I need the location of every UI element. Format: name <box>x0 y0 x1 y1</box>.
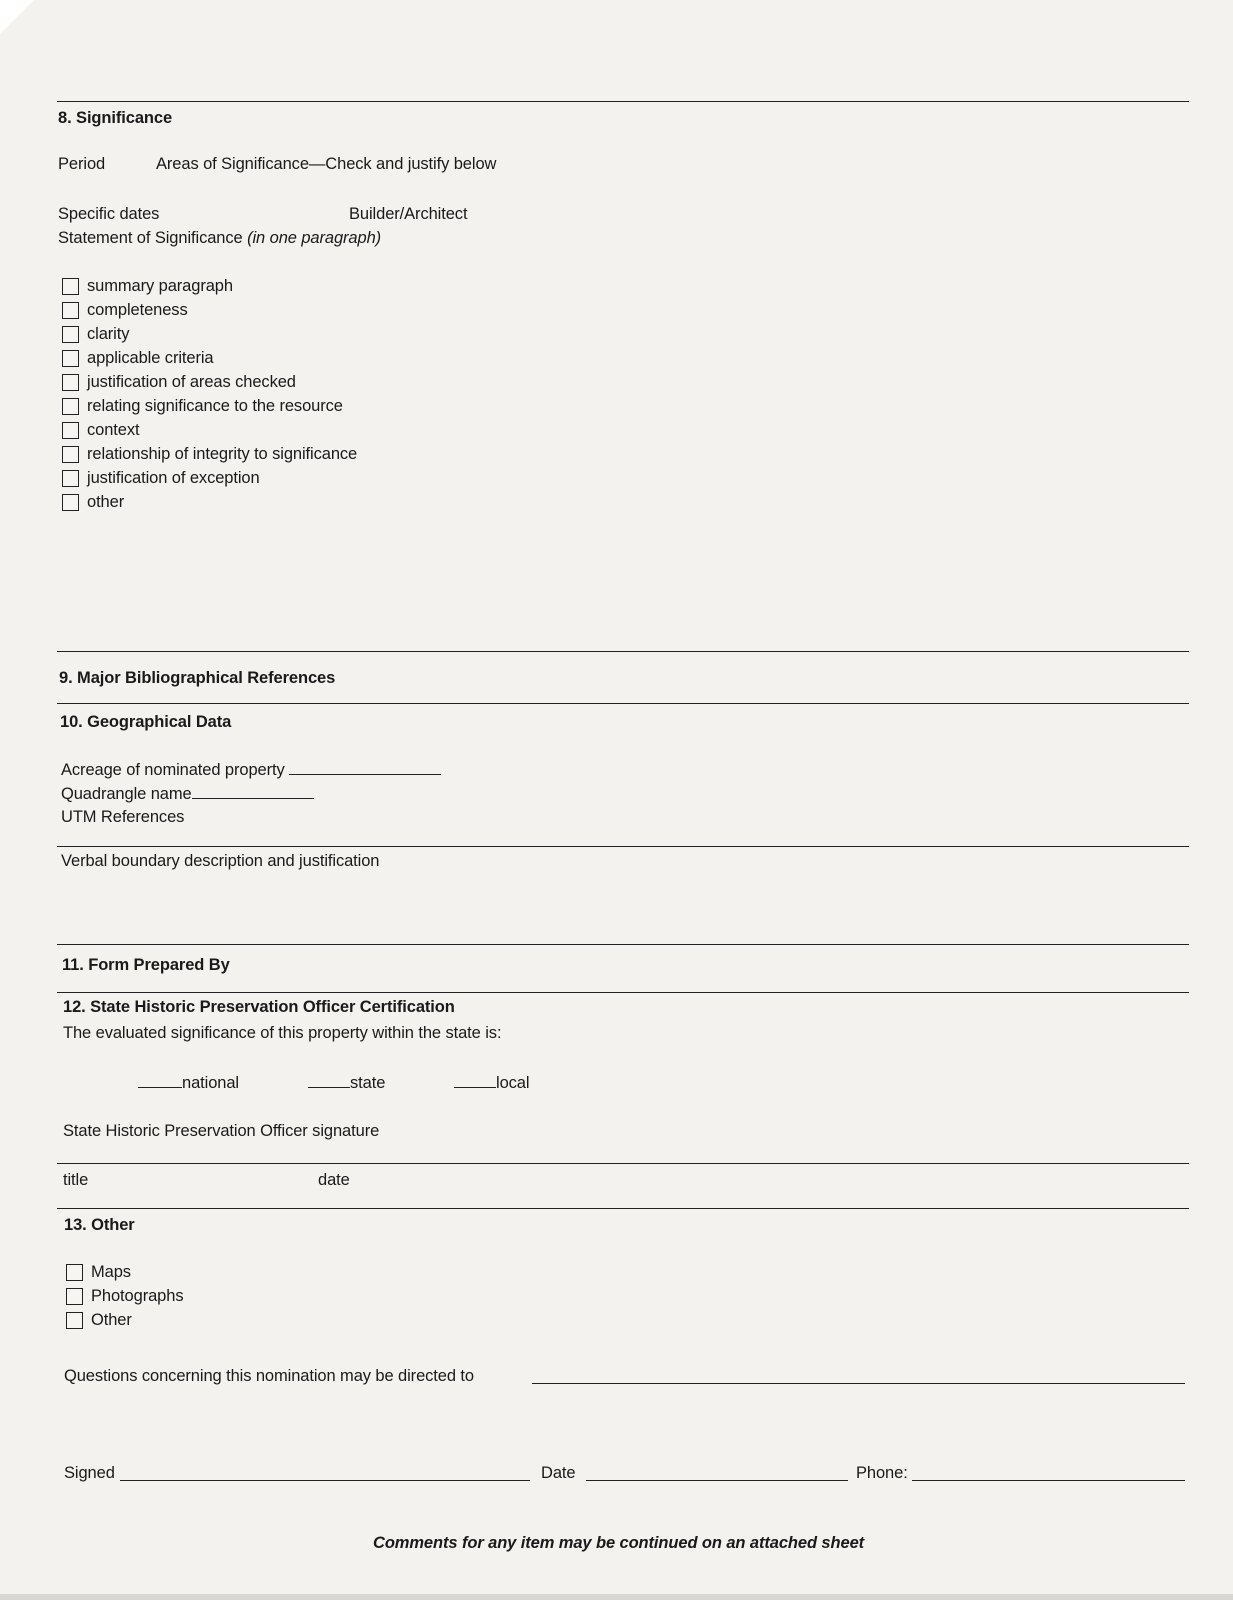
checklist-label: relating significance to the resource <box>87 397 343 415</box>
checklist-item[interactable] <box>62 469 260 488</box>
signature-line[interactable] <box>57 1163 1189 1164</box>
checkbox[interactable] <box>62 494 79 511</box>
statement-label-italic: (in one paragraph) <box>247 229 382 247</box>
state-label: state <box>350 1074 386 1092</box>
checklist-label: context <box>87 421 140 439</box>
areas-of-significance-label: Areas of Significance—Check and justify below <box>156 155 497 173</box>
date-label-12: date <box>318 1171 350 1189</box>
other-item-label: Photographs <box>91 1287 184 1305</box>
signed-blank[interactable] <box>120 1480 530 1481</box>
scan-edge <box>0 1594 1233 1600</box>
national-blank[interactable] <box>138 1073 182 1088</box>
acreage-field[interactable] <box>61 760 441 780</box>
section-divider <box>57 1208 1189 1209</box>
signed-label: Signed <box>64 1464 115 1482</box>
checkbox[interactable] <box>62 350 79 367</box>
acreage-blank[interactable] <box>289 760 441 775</box>
section-divider <box>57 101 1189 102</box>
state-option[interactable] <box>308 1073 385 1093</box>
date-blank[interactable] <box>586 1480 848 1481</box>
footer-note: Comments for any item may be continued on an attached sheet <box>373 1534 865 1552</box>
questions-blank[interactable] <box>532 1383 1185 1384</box>
checkbox[interactable] <box>62 470 79 487</box>
verbal-boundary-label: Verbal boundary description and justification <box>61 852 380 870</box>
phone-blank[interactable] <box>912 1480 1185 1481</box>
local-label: local <box>496 1074 530 1092</box>
national-option[interactable] <box>138 1073 239 1093</box>
quadrangle-field[interactable] <box>61 784 314 804</box>
phone-label: Phone: <box>856 1464 908 1482</box>
section-11-heading: 11. Form Prepared By <box>62 956 230 974</box>
checkbox[interactable] <box>62 446 79 463</box>
other-item-maps[interactable] <box>66 1263 131 1282</box>
quadrangle-label: Quadrangle name <box>61 785 192 803</box>
utm-references-label: UTM References <box>61 808 185 826</box>
other-item-label: Other <box>91 1311 132 1329</box>
acreage-label: Acreage of nominated property <box>61 761 285 779</box>
checkbox[interactable] <box>66 1288 83 1305</box>
checklist-label: clarity <box>87 325 130 343</box>
section-12-heading: 12. State Historic Preservation Officer Certification <box>63 998 455 1016</box>
checklist-label: relationship of integrity to significance <box>87 445 358 463</box>
evaluated-significance-label: The evaluated significance of this property within the state is: <box>63 1024 502 1042</box>
date-label: Date <box>541 1464 576 1482</box>
checklist-label: applicable criteria <box>87 349 214 367</box>
checklist-label: other <box>87 493 125 511</box>
state-blank[interactable] <box>308 1073 350 1088</box>
statement-of-significance-label <box>58 229 381 248</box>
section-divider <box>57 944 1189 945</box>
checklist-label: justification of areas checked <box>87 373 296 391</box>
other-item-photographs[interactable] <box>66 1287 183 1306</box>
checklist-item[interactable] <box>62 301 188 320</box>
local-blank[interactable] <box>454 1073 496 1088</box>
checklist-item[interactable] <box>62 445 357 464</box>
title-label: title <box>63 1171 89 1189</box>
checklist-label: summary paragraph <box>87 277 233 295</box>
section-divider <box>57 846 1189 847</box>
checkbox[interactable] <box>62 302 79 319</box>
checkbox[interactable] <box>62 278 79 295</box>
other-item-other[interactable] <box>66 1311 132 1330</box>
statement-label-text: Statement of Significance <box>58 229 248 247</box>
checklist-item[interactable] <box>62 277 233 296</box>
specific-dates-label: Specific dates <box>58 205 160 223</box>
section-13-heading: 13. Other <box>64 1216 135 1234</box>
checklist-label: completeness <box>87 301 188 319</box>
builder-architect-label: Builder/Architect <box>349 205 468 223</box>
checkbox[interactable] <box>62 326 79 343</box>
local-option[interactable] <box>454 1073 529 1093</box>
section-9-heading: 9. Major Bibliographical References <box>59 669 336 687</box>
section-divider <box>57 651 1189 652</box>
folded-corner <box>0 0 34 34</box>
checklist-item[interactable] <box>62 325 129 344</box>
section-divider <box>57 703 1189 704</box>
section-divider <box>57 992 1189 993</box>
checkbox[interactable] <box>62 398 79 415</box>
checkbox[interactable] <box>62 422 79 439</box>
checkbox[interactable] <box>62 374 79 391</box>
checklist-item[interactable] <box>62 493 124 512</box>
national-label: national <box>182 1074 239 1092</box>
other-item-label: Maps <box>91 1263 131 1281</box>
section-8-heading: 8. Significance <box>58 109 173 127</box>
checkbox[interactable] <box>66 1312 83 1329</box>
questions-label: Questions concerning this nomination may be directed to <box>64 1367 474 1385</box>
checklist-item[interactable] <box>62 421 140 440</box>
period-label: Period <box>58 155 106 173</box>
checklist-label: justification of exception <box>87 469 260 487</box>
quadrangle-blank[interactable] <box>192 784 314 799</box>
checklist-item[interactable] <box>62 349 214 368</box>
checkbox[interactable] <box>66 1264 83 1281</box>
checklist-item[interactable] <box>62 373 296 392</box>
checklist-item[interactable] <box>62 397 343 416</box>
section-10-heading: 10. Geographical Data <box>60 713 232 731</box>
shpo-signature-label: State Historic Preservation Officer signature <box>63 1122 380 1140</box>
